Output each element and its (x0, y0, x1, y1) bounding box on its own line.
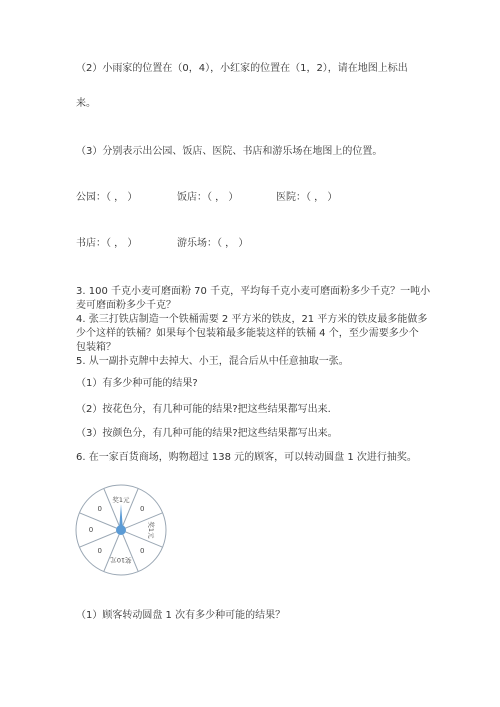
coord-hospital: 医院：（ ， ） (276, 192, 338, 203)
problem-4-line-2: 少个这样的铁桶？如果每个包装箱最多能装这样的铁桶 4 个，至少需要多少个 (76, 328, 419, 339)
spinner-sector-label: 0 (88, 526, 94, 534)
spinner-sector-label: 奖1元 (112, 496, 130, 504)
problem-5-q2: （2）按花色分，有几种可能的结果?把这些结果都写出来. (76, 404, 331, 415)
problem-6-intro: 6. 在一家百货商场，购物超过 138 元的顾客，可以转动圆盘 1 次进行抽奖。 (76, 452, 417, 463)
spinner-sector-label: 0 (139, 504, 145, 513)
coord-amusement: 游乐场：（ ， ） (177, 238, 249, 249)
coord-bookstore: 书店：（ ， ） (76, 238, 138, 249)
problem-5-q3: （3）按颜色分，有几种可能的结果?把这些结果都写出来。 (76, 428, 338, 439)
spinner-hub (116, 525, 126, 535)
spinner-sector-label: 奖1元 (147, 521, 155, 539)
q3-text: （3）分别表示出公园、饭店、医院、书店和游乐场在地图上的位置。 (76, 146, 383, 157)
problem-4-line-1: 4. 张三打铁店制造一个铁桶需要 2 平方米的铁皮，21 平方米的铁皮最多能做多 (76, 314, 428, 325)
coord-restaurant: 饭店：（ ， ） (177, 192, 239, 203)
q2-line-1: （2）小雨家的位置在（0，4），小红家的位置在（1，2），请在地图上标出 (76, 63, 408, 74)
prize-spinner (74, 483, 168, 577)
spinner-sector-label: 0 (97, 547, 103, 556)
coord-park: 公园：（ ， ） (76, 192, 138, 203)
problem-4-line-3: 包装箱？ (76, 342, 116, 353)
q2-line-2: 来。 (76, 98, 96, 109)
problem-5-intro: 5. 从一副扑克牌中去掉大、小王，混合后从中任意抽取一张。 (76, 356, 349, 367)
problem-5-q1: （1）有多少种可能的结果? (76, 378, 198, 389)
problem-3-line-2: 麦可磨面粉多少千克？ (76, 300, 176, 311)
spinner-sector-label: 0 (97, 504, 103, 513)
spinner-sector-label: 0 (139, 547, 145, 556)
problem-6-q1: （1）顾客转动圆盘 1 次有多少种可能的结果？ (76, 610, 286, 621)
spinner-sector-label: 奖10元 (110, 556, 132, 564)
problem-3-line-1: 3. 100 千克小麦可磨面粉 70 千克，平均每千克小麦可磨面粉多少千克？一吨小 (76, 286, 431, 297)
